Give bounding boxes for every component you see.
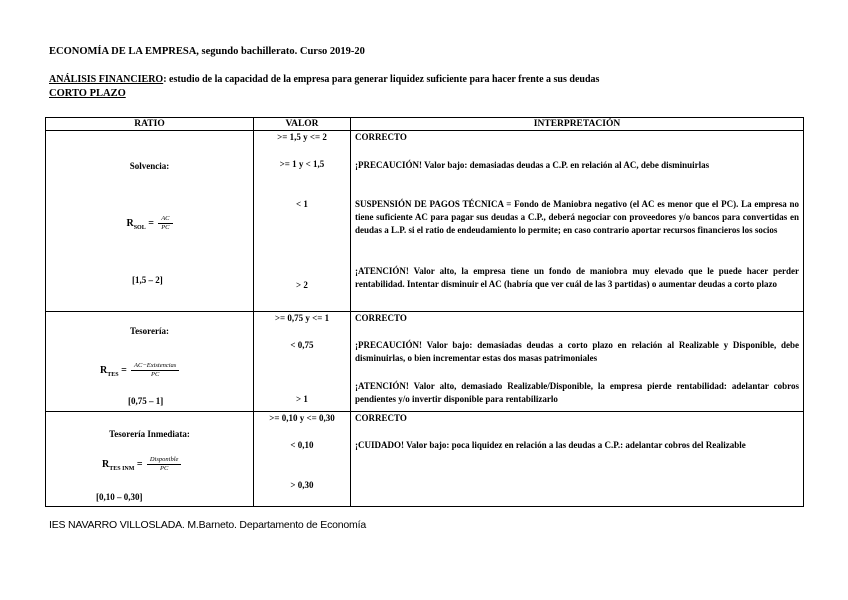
interp-cell-tesoreria	[351, 312, 804, 412]
value-cell-tesoreria	[254, 312, 351, 412]
interp-item: ¡CUIDADO! Valor bajo: poca liquidez en relación a las deudas a C.P.: adelantar cobros del Realizable	[355, 440, 746, 450]
value-cell-solvencia	[254, 131, 351, 312]
interp-item: ¡PRECAUCIÓN! Valor bajo: demasiadas deudas a C.P. en relación al AC, debe disminuirlas	[355, 160, 710, 170]
ratio-symbol: $R_{TES}$ =	[100, 364, 127, 378]
ratio-cell-inmediata	[46, 412, 254, 507]
value-item: < 1	[296, 199, 308, 209]
interp-item: CORRECTO	[355, 313, 407, 323]
table-row	[46, 312, 804, 412]
interp-item: CORRECTO	[355, 132, 407, 142]
value-item: < 0,75	[290, 340, 314, 350]
header-interpretacion: INTERPRETACIÓN	[351, 118, 804, 131]
subtitle-label: ANÁLISIS FINANCIERO	[49, 74, 164, 85]
interp-item: ¡PRECAUCIÓN! Valor bajo: demasiadas deudas a corto plazo en relación al Realizable y Disponible, debe disminuirlas, o bien incrementar estas dos masas patrimoniales	[355, 340, 799, 363]
ratio-fraction: $\frac{\text{Disponible}}{PC}$	[147, 456, 182, 473]
ratio-range: [0,10 – 0,30]	[96, 492, 143, 502]
header-ratio: RATIO	[46, 118, 254, 131]
ratio-cell-solvencia	[46, 131, 254, 312]
interp-cell-solvencia	[351, 131, 804, 312]
value-item: > 0,30	[290, 480, 314, 490]
interp-item: SUSPENSIÓN DE PAGOS TÉCNICA = Fondo de Maniobra negativo (el AC es menor que el PC). La empresa no tiene suficiente AC para pagar sus deudas a C.P., deberá negociar con proveedores y/o bancos para convertidas en deudas a L.P. si el ratio de endeudamiento lo permite; en caso contrario aportar recursos financieros los socios	[355, 199, 799, 235]
subtitle-text: : estudio de la capacidad de la empresa para generar liquidez suficiente para hacer frente a sus deudas	[163, 74, 600, 85]
ratio-cell-tesoreria	[46, 312, 254, 412]
value-item: < 0,10	[290, 440, 314, 450]
interp-item: ¡ATENCIÓN! Valor alto, demasiado Realizable/Disponible, la empresa pierde rentabilidad: adelantar cobros pendientes y/o invertir disponible para rentabilizarlo	[355, 381, 799, 404]
interp-cell-inmediata	[351, 412, 804, 507]
ratio-formula	[102, 456, 181, 473]
header-valor: VALOR	[254, 118, 351, 131]
ratio-name: Tesorería:	[130, 326, 169, 336]
ratio-range: [0,75 – 1]	[128, 396, 164, 406]
ratio-name: Tesorería Inmediata:	[109, 429, 190, 439]
value-item: >= 1 y < 1,5	[279, 159, 325, 169]
ratio-range: [1,5 – 2]	[132, 275, 163, 285]
ratio-symbol: $R_{SOL}$ =	[126, 217, 154, 231]
value-item: > 1	[296, 394, 308, 404]
subtitle	[49, 74, 599, 85]
value-item: > 2	[296, 280, 308, 290]
document-title: ECONOMÍA DE LA EMPRESA, segundo bachillerato. Curso 2019-20	[49, 46, 365, 57]
value-item: >= 0,75 y <= 1	[274, 313, 330, 323]
table-header-row	[46, 118, 804, 131]
ratio-fraction: $\frac{AC}{PC}$	[158, 215, 172, 232]
interp-item: ¡ATENCIÓN! Valor alto, la empresa tiene un fondo de maniobra muy elevado que le puede hacer perder rentabilidad. Intentar disminuir el AC (habría que ver cuál de las 3 partidas) o aumentar deudas a corto plazo	[355, 266, 799, 289]
ratio-formula	[100, 362, 179, 379]
ratio-formula	[46, 215, 253, 232]
value-item: >= 0,10 y <= 0,30	[269, 413, 335, 423]
ratio-symbol: $R_{TES INM}$ =	[102, 458, 143, 472]
section-heading: CORTO PLAZO	[49, 88, 126, 99]
value-cell-inmediata	[254, 412, 351, 507]
footer: IES NAVARRO VILLOSLADA. M.Barneto. Departamento de Economía	[49, 519, 366, 531]
ratio-table	[45, 117, 804, 507]
value-item: >= 1,5 y <= 2	[277, 132, 327, 142]
table-row	[46, 131, 804, 312]
ratio-name: Solvencia:	[129, 161, 170, 171]
table-row	[46, 412, 804, 507]
ratio-fraction: $\frac{\text{AC−Existencias}}{PC}$	[131, 362, 179, 379]
interp-item: CORRECTO	[355, 413, 407, 423]
